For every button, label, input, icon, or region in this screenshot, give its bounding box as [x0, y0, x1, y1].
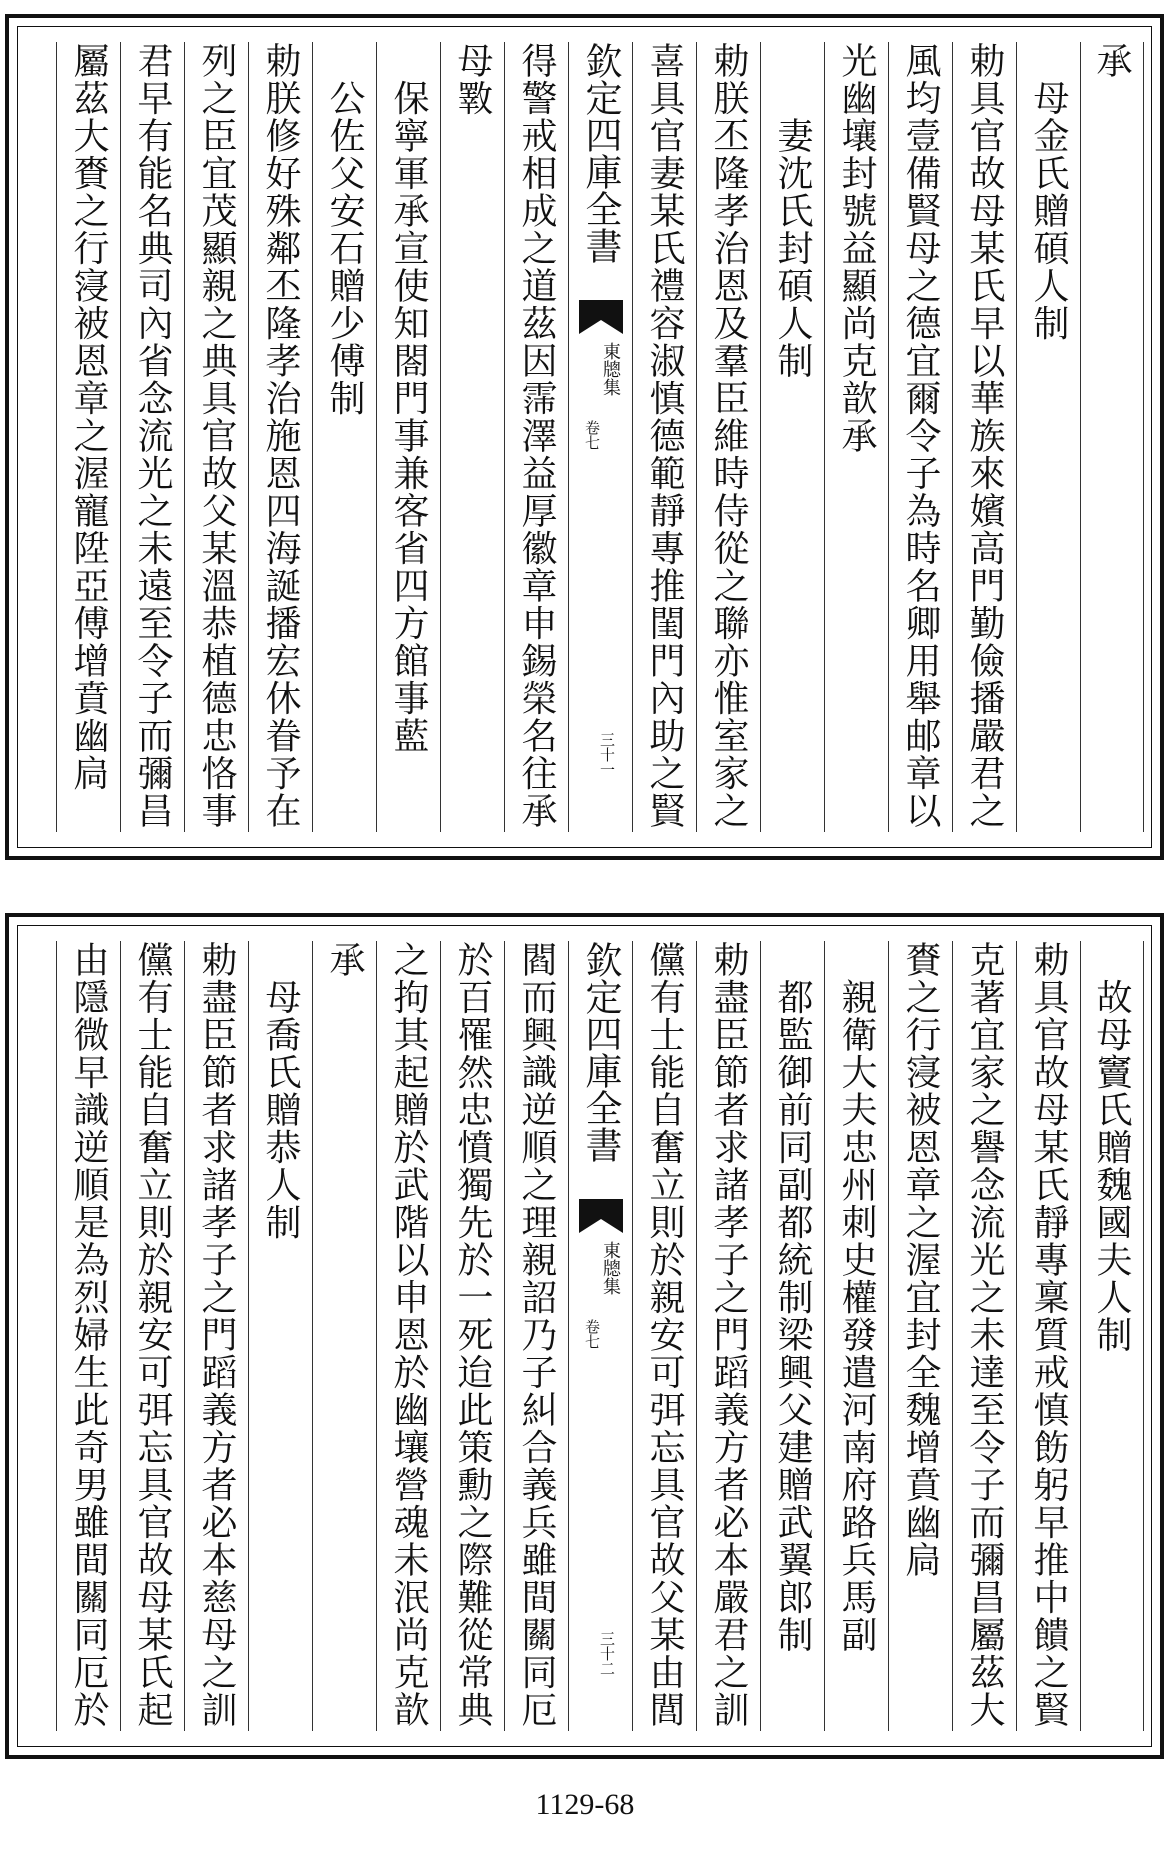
text-column	[376, 941, 440, 1731]
column-text: 承	[1091, 42, 1132, 80]
column-text: 保寧軍承宣使知閤門事兼客省四方館事藍	[388, 42, 429, 755]
leaf-number: 三十一	[598, 732, 616, 777]
column-text: 風均壹備賢母之德宜爾令子為時名卿用舉邮章以	[900, 42, 941, 830]
text-column	[440, 42, 504, 832]
text-column	[184, 941, 248, 1731]
volume-label: 卷七	[583, 420, 601, 450]
text-column	[952, 42, 1016, 832]
book-series-title: 欽定四庫全書	[579, 941, 622, 1163]
text-column	[440, 941, 504, 1731]
text-column	[1016, 42, 1080, 832]
text-column	[632, 941, 696, 1731]
column-text: 屬茲大賚之行寖被恩章之渥寵陞亞傅增賁幽扃	[68, 42, 109, 792]
column-text: 得警戒相成之道茲因霈澤益厚徽章申錫榮名往承	[516, 42, 557, 830]
column-text: 閻而興識逆順之理親詔乃子糾合義兵雖間關同厄	[516, 941, 557, 1729]
fold-mark	[579, 300, 623, 334]
text-column	[760, 941, 824, 1731]
page-identifier: 1129-68	[535, 1788, 635, 1821]
column-text: 光幽壤封號益顯尚克歆承	[836, 42, 877, 455]
text-column	[632, 42, 696, 832]
column-text: 勅具官故母某氏早以華族來嬪高門勤儉播嚴君之	[964, 42, 1005, 830]
column-text: 勅朕丕隆孝治恩及羣臣維時侍從之聯亦惟室家之	[708, 42, 749, 830]
column-text: 列之臣宜茂顯親之典具官故父某溫恭植德忠恪事	[196, 42, 237, 830]
text-column	[888, 42, 952, 832]
column-text: 克著宜家之譽念流光之未達至令子而彌昌屬茲大	[964, 941, 1005, 1729]
column-text: 由隱微早識逆順是為烈婦生此奇男雖間關同厄於	[68, 941, 109, 1729]
lower-page-block	[5, 913, 1164, 1759]
text-column	[184, 42, 248, 832]
text-column	[824, 42, 888, 832]
upper-page-block	[5, 14, 1164, 860]
column-text: 儻有士能自奮立則於親安可弭忘具官故父某由閭	[644, 941, 685, 1729]
text-column	[824, 941, 888, 1731]
column-text: 勅朕修好殊鄰丕隆孝治施恩四海誕播宏休眷予在	[260, 42, 301, 830]
book-name: 東牕集	[600, 1241, 621, 1295]
text-column	[248, 42, 312, 832]
leaf-number: 三十二	[598, 1631, 616, 1676]
column-text: 勅盡臣節者求諸孝子之門蹈義方者必本慈母之訓	[196, 941, 237, 1729]
book-name: 東牕集	[600, 342, 621, 396]
column-text: 勅具官故母某氏靜專稟質戒慎飭躬早推中饋之賢	[1028, 941, 1069, 1729]
text-column	[120, 941, 184, 1731]
column-text: 承	[324, 941, 365, 979]
text-column	[696, 42, 760, 832]
text-column	[504, 941, 568, 1731]
column-text: 母金氏贈碩人制	[1028, 42, 1069, 342]
text-column	[1080, 941, 1144, 1731]
column-text: 勅盡臣節者求諸孝子之門蹈義方者必本嚴君之訓	[708, 941, 749, 1729]
column-text: 母斁	[452, 42, 493, 117]
text-column	[1080, 42, 1144, 832]
column-text: 親衛大夫忠州刺史權發遣河南府路兵馬副	[836, 941, 877, 1654]
text-column	[696, 941, 760, 1731]
column-text: 故母竇氏贈魏國夫人制	[1091, 941, 1132, 1354]
text-column	[120, 42, 184, 832]
text-column	[1016, 941, 1080, 1731]
text-column	[56, 42, 120, 832]
column-text: 之拘其起贈於武階以申恩於幽壤營魂未泯尚克歆	[388, 941, 429, 1729]
book-series-title: 欽定四庫全書	[579, 42, 622, 264]
text-column	[248, 941, 312, 1731]
column-text: 儻有士能自奮立則於親安可弭忘具官故母某氏起	[132, 941, 173, 1729]
text-column	[504, 42, 568, 832]
text-column	[56, 941, 120, 1731]
column-text: 母喬氏贈恭人制	[260, 941, 301, 1241]
text-column	[760, 42, 824, 832]
column-text: 妻沈氏封碩人制	[772, 42, 813, 380]
column-text: 都監御前同副都統制梁興父建贈武翼郎制	[772, 941, 813, 1654]
center-fold-column	[568, 941, 632, 1731]
text-column	[952, 941, 1016, 1731]
column-text: 喜具官妻某氏禮容淑慎德範靜專推閨門內助之賢	[644, 42, 685, 830]
text-column	[888, 941, 952, 1731]
text-column	[312, 941, 376, 1731]
column-text: 公佐父安石贈少傅制	[324, 42, 365, 417]
column-text: 於百罹然忠憤獨先於一死迨此策勳之際難從常典	[452, 941, 493, 1729]
volume-label: 卷七	[583, 1319, 601, 1349]
column-text: 君早有能名典司內省念流光之未遠至令子而彌昌	[132, 42, 173, 830]
text-column	[376, 42, 440, 832]
text-column	[312, 42, 376, 832]
fold-mark	[579, 1199, 623, 1233]
center-fold-column	[568, 42, 632, 832]
column-text: 賚之行寖被恩章之渥宜封全魏增賁幽扃	[900, 941, 941, 1579]
